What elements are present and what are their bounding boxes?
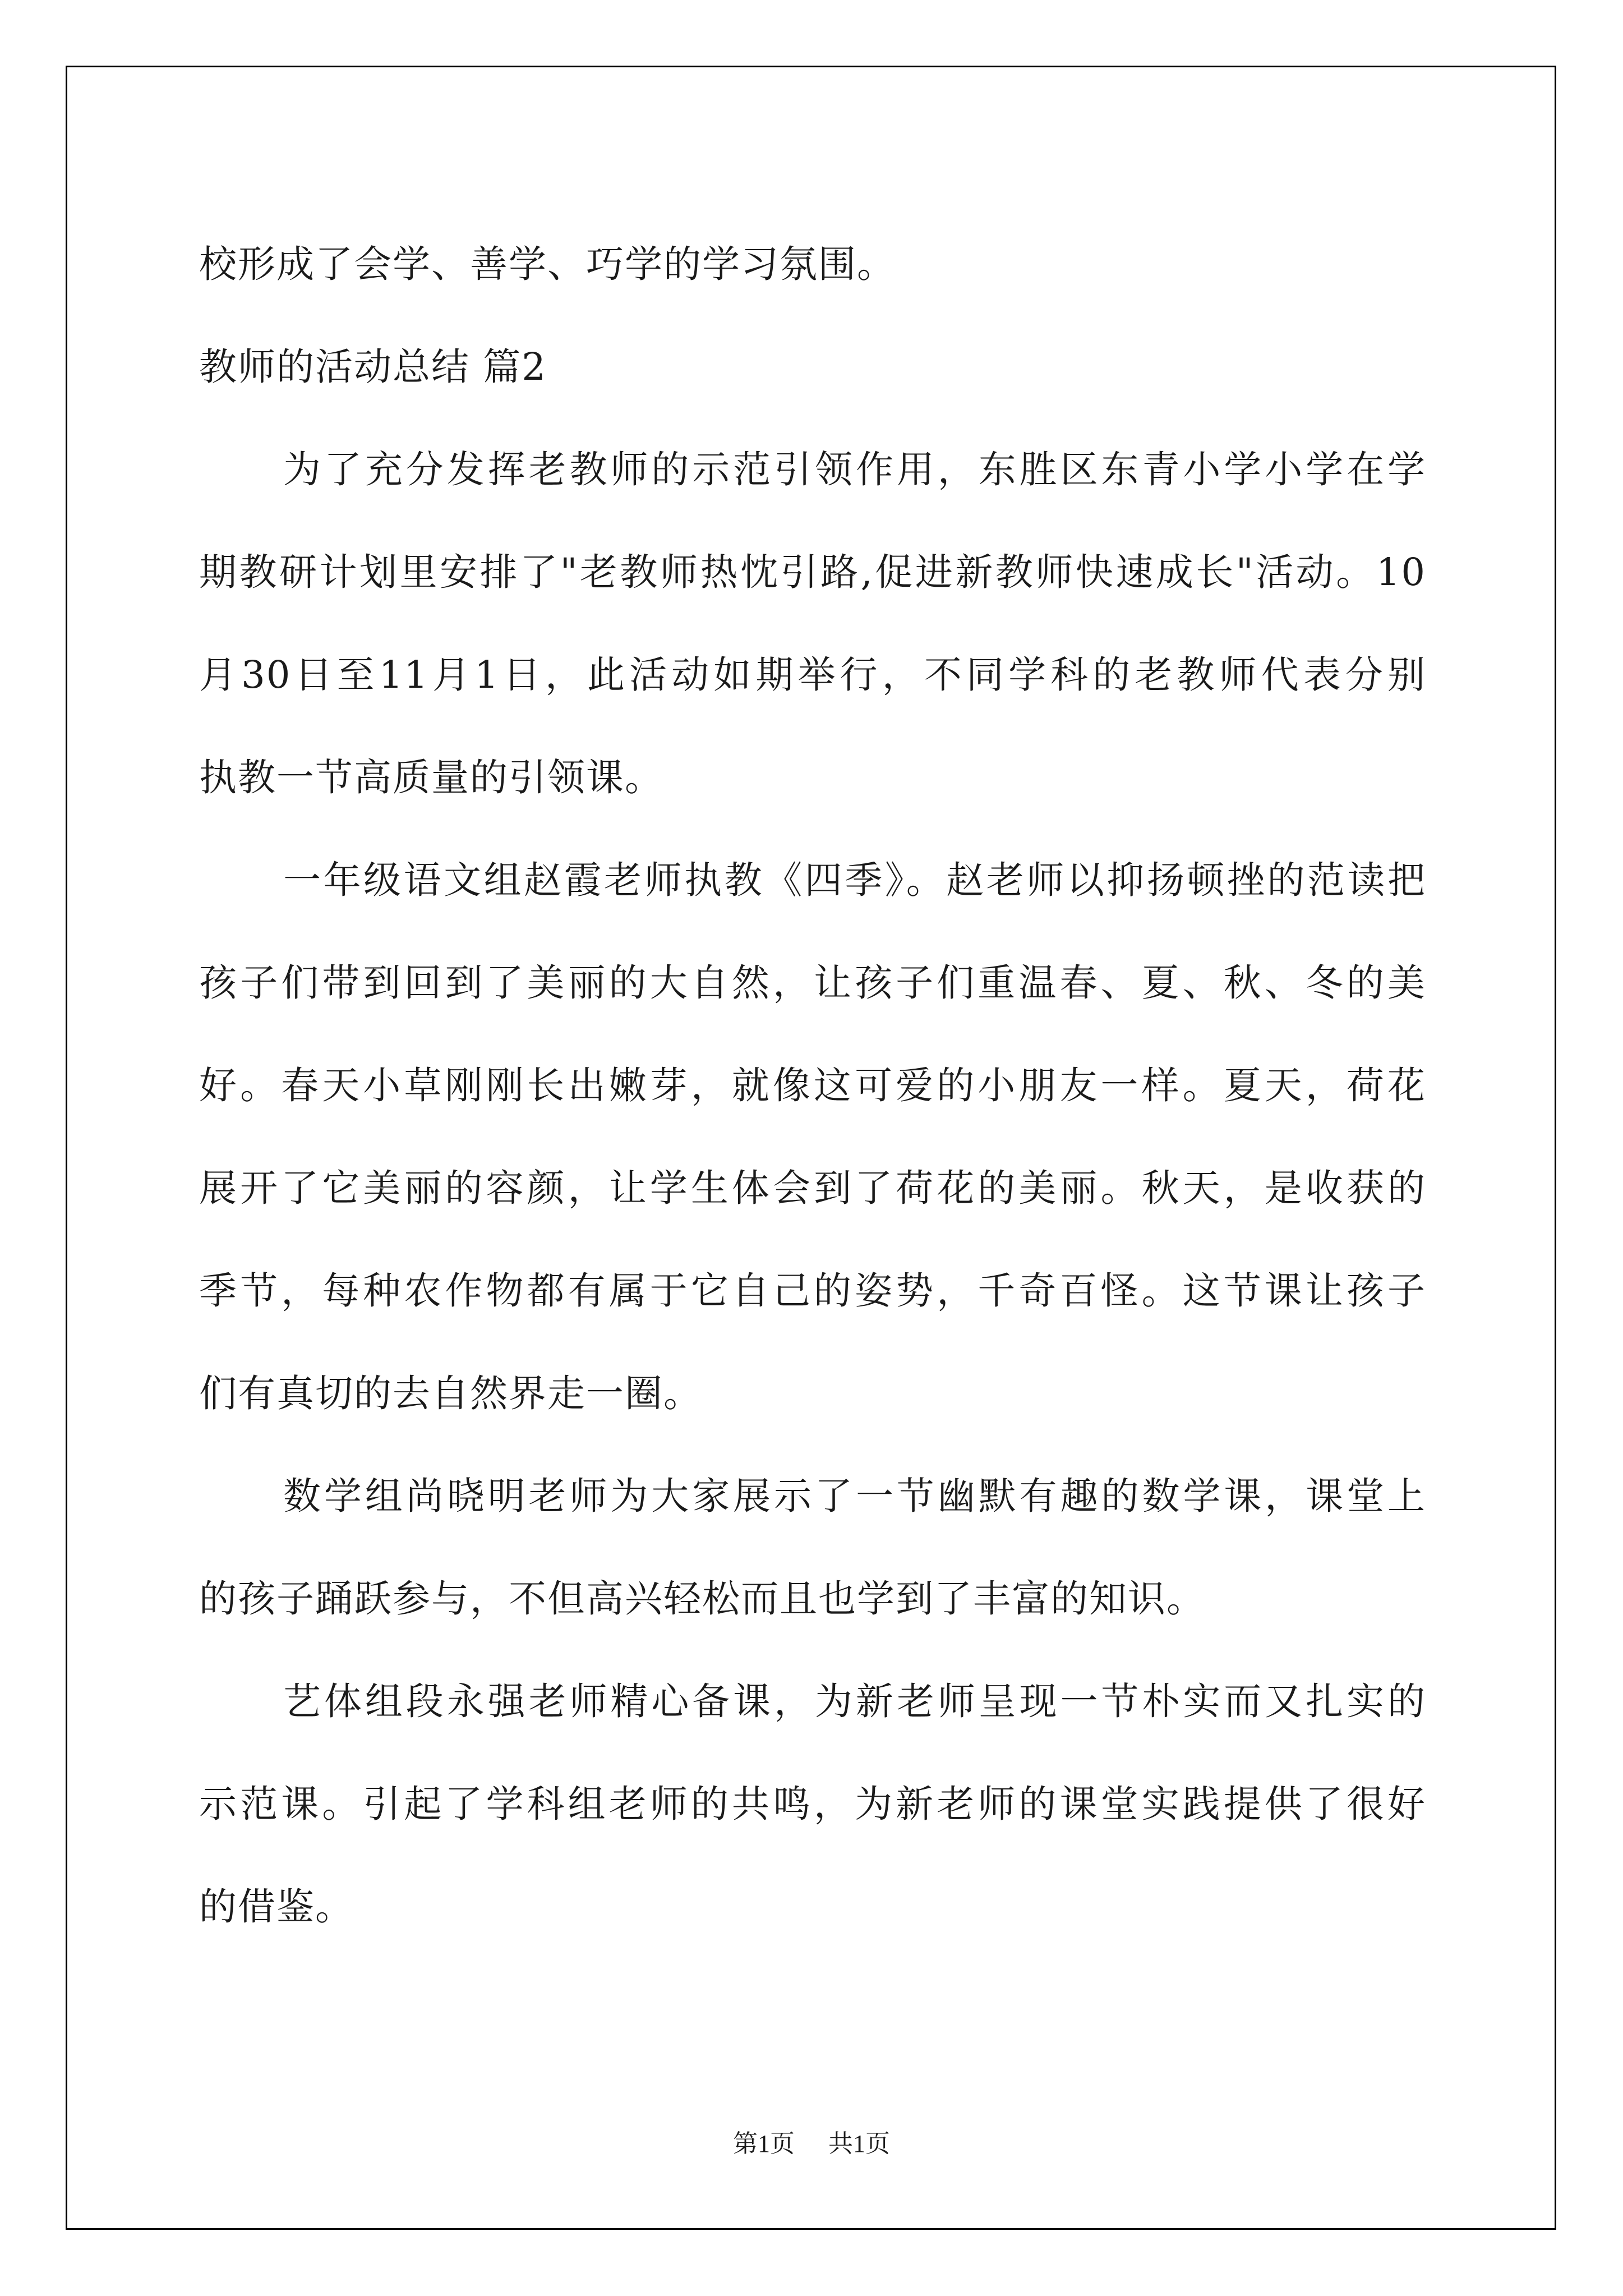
document-body [199, 213, 1426, 1958]
paragraph-line: 孩子们带到回到了美丽的大自然，让孩子们重温春、夏、秋、冬的美 [199, 961, 1426, 1005]
paragraph-line: 们有真切的去自然界走一圈。 [199, 1372, 702, 1415]
paragraph-line: 季节，每种农作物都有属于它自己的姿势，千奇百怪。这节课让孩子 [199, 1269, 1426, 1313]
paragraph-line: 数学组尚晓明老师为大家展示了一节幽默有趣的数学课，课堂上 [283, 1474, 1426, 1518]
paragraph-3 [199, 1445, 1426, 1650]
continuation-line: 校形成了会学、善学、巧学的学习氛围。 [199, 242, 896, 286]
paragraph-4 [199, 1650, 1426, 1958]
paragraph-1 [199, 418, 1426, 829]
paragraph-2 [199, 829, 1426, 1445]
paragraph-line: 一年级语文组赵霞老师执教《四季》。赵老师以抑扬顿挫的范读把 [283, 858, 1426, 902]
page-total: 共1页 [828, 2130, 890, 2157]
paragraph-line: 为了充分发挥老教师的示范引领作用，东胜区东青小学小学在学 [283, 448, 1426, 491]
paragraph-line: 艺体组段永强老师精心备课，为新老师呈现一节朴实而又扎实的 [283, 1680, 1426, 1723]
paragraph-line: 好。春天小草刚刚长出嫩芽，就像这可爱的小朋友一样。夏天，荷花 [199, 1064, 1426, 1107]
paragraph-line: 执教一节高质量的引领课。 [199, 756, 663, 799]
page-number: 第1页 [733, 2130, 795, 2157]
paragraph-line: 展开了它美丽的容颜，让学生体会到了荷花的美丽。秋天，是收获的 [199, 1166, 1426, 1210]
paragraph-line: 的孩子踊跃参与，不但高兴轻松而且也学到了丰富的知识。 [199, 1577, 1205, 1621]
paragraph-line: 月30日至11月1日，此活动如期举行，不同学科的老教师代表分别 [199, 653, 1426, 697]
paragraph-line: 的借鉴。 [199, 1885, 354, 1929]
page-footer [0, 2123, 1623, 2159]
paragraph-line: 示范课。引起了学科组老师的共鸣，为新老师的课堂实践提供了很好 [199, 1782, 1426, 1826]
paragraph-line: 期教研计划里安排了"老教师热忱引路,促进新教师快速成长"活动。10 [199, 550, 1426, 594]
section-title: 教师的活动总结 篇2 [199, 345, 547, 389]
